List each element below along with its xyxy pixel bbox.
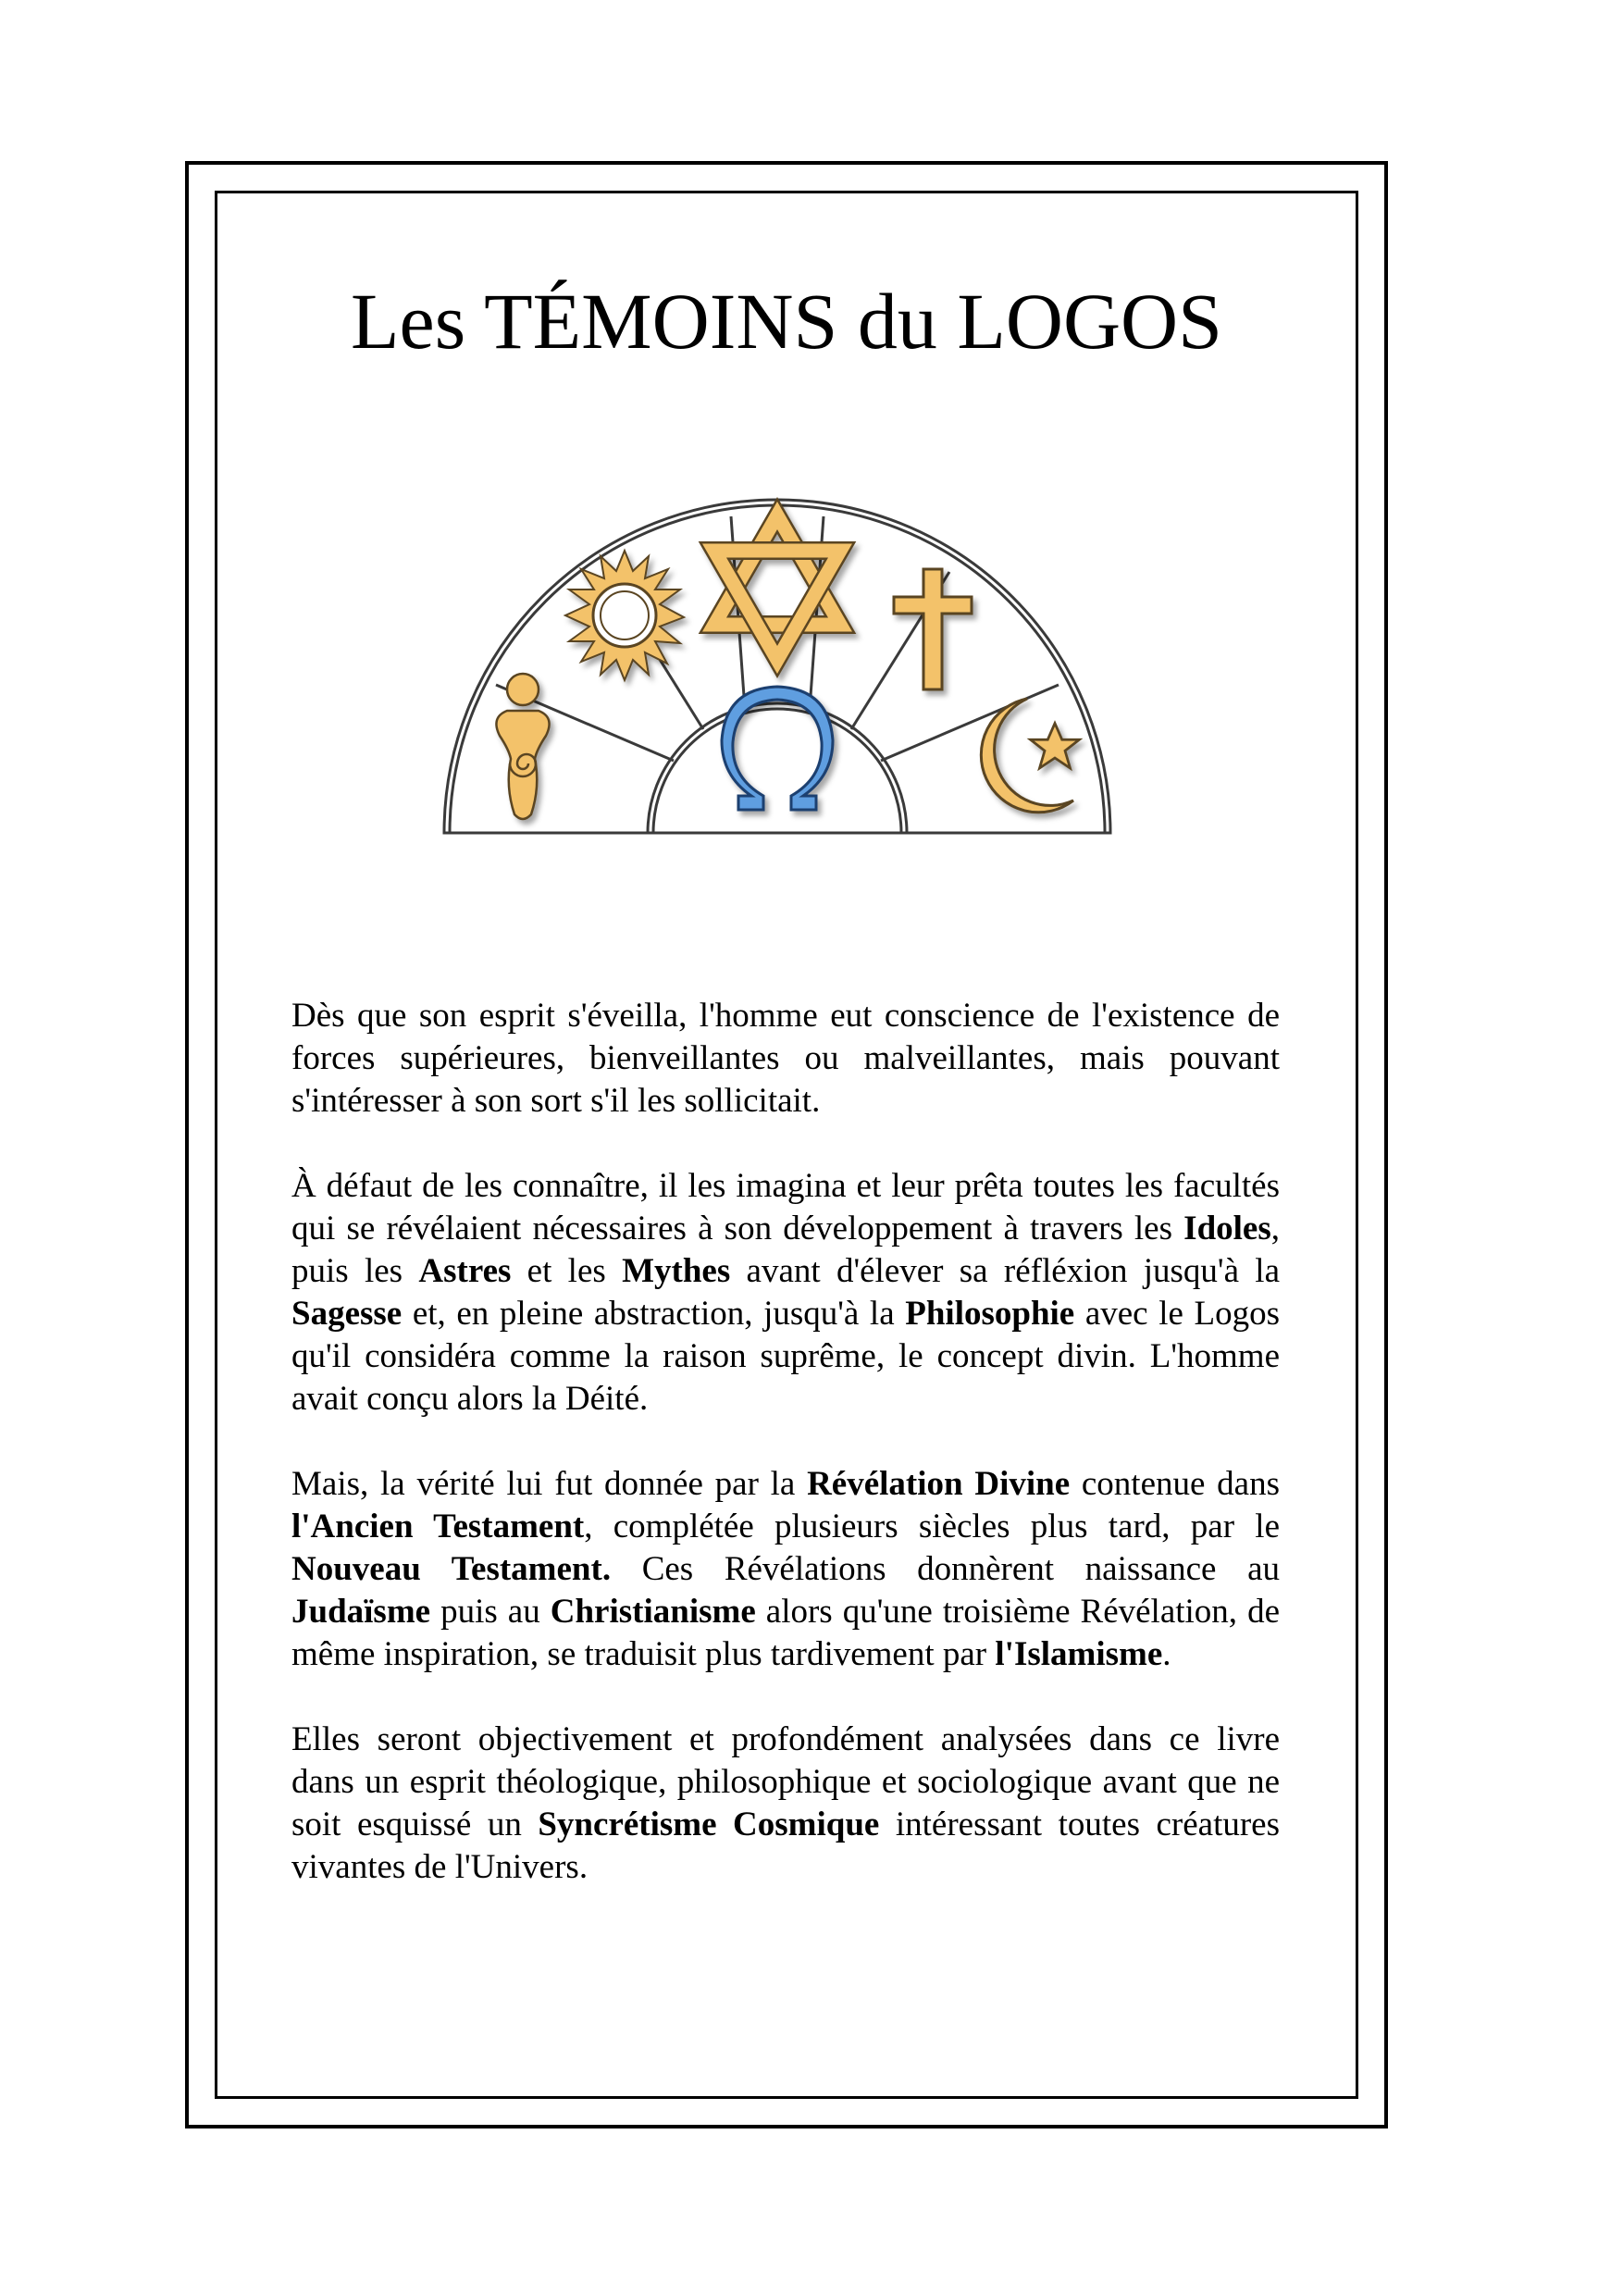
bold-term: Nouveau Testament. xyxy=(291,1550,612,1588)
text-run: avant d'élever sa réfléxion jusqu'à la xyxy=(730,1252,1280,1290)
text-run: puis au xyxy=(430,1593,551,1631)
text-run: . xyxy=(1162,1635,1171,1673)
bold-term: Révélation Divine xyxy=(807,1465,1071,1503)
religions-emblem xyxy=(426,481,1129,851)
bold-term: Judaïsme xyxy=(291,1593,431,1631)
text-run: Dès que son esprit s'éveilla, l'homme eut conscience de l'existence de forces supérieures, bienveillantes ou malveillantes, mais pouvant s'intéresser à son sort s'il les sollicitait. xyxy=(291,997,1280,1120)
bold-term: l'Ancien Testament xyxy=(291,1508,585,1545)
sun-icon xyxy=(565,551,684,680)
text-run: , puis les xyxy=(291,1210,1280,1290)
paragraph xyxy=(291,995,1280,1123)
text-run: , complétée plusieurs siècles plus tard, par le xyxy=(584,1508,1280,1545)
text-run: avec le Logos qu'il considéra comme la raison suprême, le concept divin. L'homme avait conçu alors la Déité. xyxy=(291,1295,1280,1418)
body-text xyxy=(291,995,1280,1931)
paragraph xyxy=(291,1165,1280,1421)
text-run: contenue dans xyxy=(1070,1465,1280,1503)
paragraph xyxy=(291,1463,1280,1676)
text-run: intéressant toutes créatures vivantes de l'Univers. xyxy=(291,1806,1280,1886)
bold-term: Christianisme xyxy=(550,1593,756,1631)
text-run: À défaut de les connaître, il les imagina et leur prêta toutes les facultés qui se révélaient nécessaires à son développement à travers les xyxy=(291,1167,1280,1247)
text-run: et, en pleine abstraction, jusqu'à la xyxy=(402,1295,906,1333)
page-title: Les TÉMOINS du LOGOS xyxy=(350,277,1222,366)
text-run: Mais, la vérité lui fut donnée par la xyxy=(291,1465,808,1503)
paragraph xyxy=(291,1719,1280,1889)
bold-term: Idoles xyxy=(1183,1210,1271,1247)
text-run: Ces Révélations donnèrent naissance au xyxy=(611,1550,1280,1588)
bold-term: Syncrétisme Cosmique xyxy=(538,1806,880,1843)
bold-term: l'Islamisme xyxy=(995,1635,1163,1673)
text-run: alors qu'une troisième Révélation, de même inspiration, se traduisit plus tardivement par xyxy=(291,1593,1281,1673)
bold-term: Astres xyxy=(418,1252,512,1290)
bold-term: Sagesse xyxy=(291,1295,403,1333)
text-run: et les xyxy=(511,1252,623,1290)
bold-term: Mythes xyxy=(622,1252,731,1290)
bold-term: Philosophie xyxy=(905,1295,1075,1333)
text-run: Elles seront objectivement et profondément analysées dans ce livre dans un esprit théologique, philosophique et sociologique avant que ne soit esquissé un xyxy=(291,1720,1280,1843)
